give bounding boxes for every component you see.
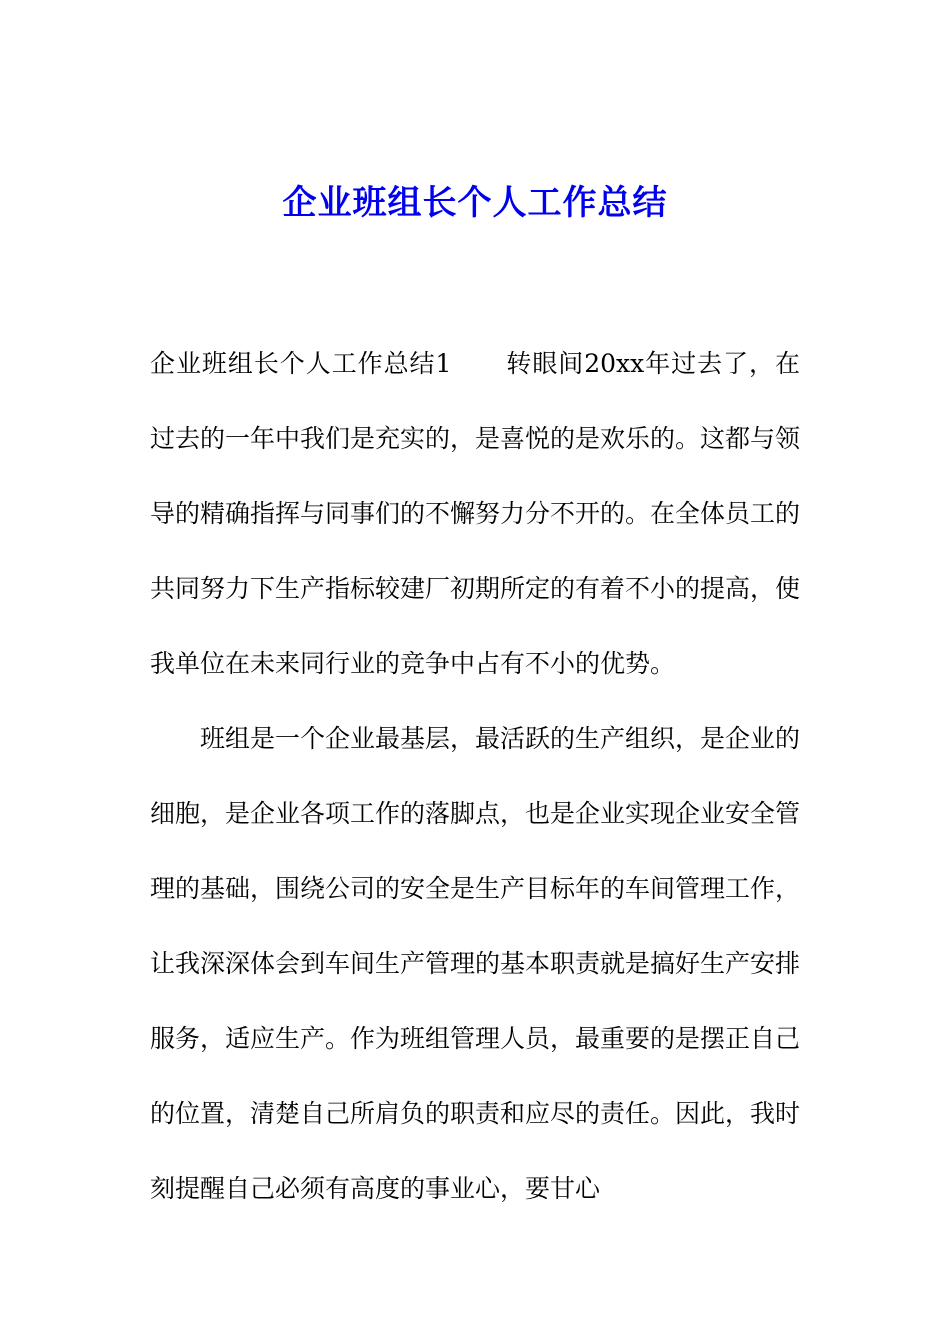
paragraph-1-text: 转眼间20xx年过去了，在过去的一年中我们是充实的，是喜悦的是欢乐的。这都与领导的精确指挥与同事们的不懈努力分不开的。在全体员工的共同努力下生产指标较建厂初期所定的有着不小的提高，使我单位在未来同行业的竞争中占有不小的优势。 (150, 349, 801, 678)
paragraph-2-text: 班组是一个企业最基层，最活跃的生产组织，是企业的细胞，是企业各项工作的落脚点，也是企业实现企业安全管理的基础，围绕公司的安全是生产目标年的车间管理工作，让我深深体会到车间生产管理的基本职责就是搞好生产安排服务，适应生产。作为班组管理人员，最重要的是摆正自己的位置，清楚自己所肩负的职责和应尽的责任。因此，我时刻提醒自己必须有高度的事业心，要甘心 (150, 724, 801, 1203)
paragraph-2 (150, 701, 800, 1226)
section-heading: 企业班组长个人工作总结1 (150, 349, 452, 378)
document-body (150, 326, 800, 1226)
paragraph-1 (150, 326, 800, 701)
document-title: 企业班组长个人工作总结 (282, 183, 668, 223)
